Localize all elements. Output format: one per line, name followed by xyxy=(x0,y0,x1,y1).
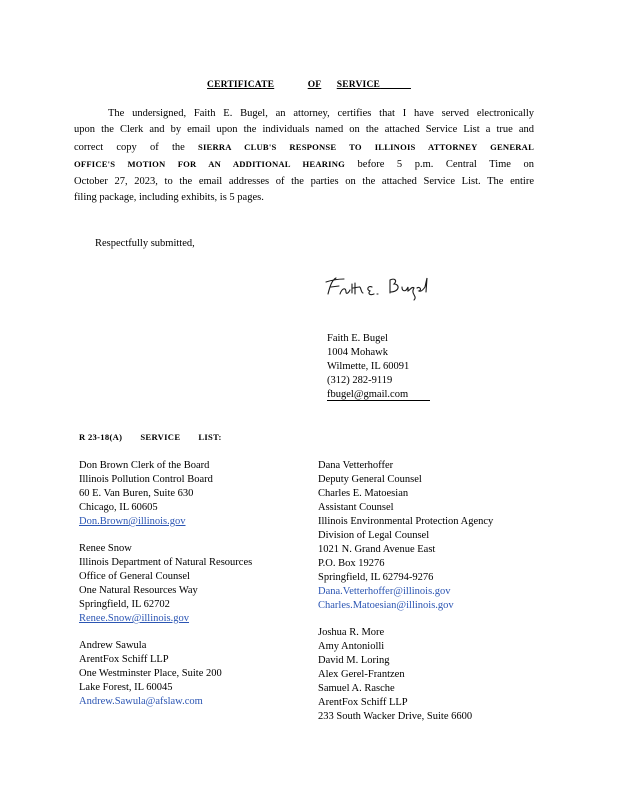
service-entry-line: Chicago, IL 60605 xyxy=(79,502,158,513)
service-entry-line: Renee Snow xyxy=(79,543,132,554)
service-entry-line: Amy Antoniolli xyxy=(318,641,385,652)
service-entry-line: Samuel A. Rasche xyxy=(318,683,395,694)
service-entry-line: Illinois Environmental Protection Agency xyxy=(318,516,494,527)
paragraph-line xyxy=(74,139,534,156)
signer-name: Faith E. Bugel xyxy=(327,333,388,344)
service-entry-email[interactable]: Charles.Matoesian@illinois.gov xyxy=(318,600,454,611)
paragraph-line: The undersigned, Faith E. Bugel, an attorney, certifies that I have served electronically xyxy=(108,108,534,119)
service-entry xyxy=(318,626,578,724)
service-entry-line: ArentFox Schiff LLP xyxy=(318,697,408,708)
filing-title-part-1: SIERRA CLUB'S RESPONSE TO ILLINOIS ATTORNEY GENERAL xyxy=(198,141,534,152)
service-entry-line: One Natural Resources Way xyxy=(79,585,198,596)
service-entry-line: Springfield, IL 62794-9276 xyxy=(318,572,434,583)
paragraph-line: October 27, 2023, to the email addresses of the parties on the attached Service List. The entire xyxy=(74,175,534,187)
service-entry-line: 60 E. Van Buren, Suite 630 xyxy=(79,488,194,499)
service-list-docket: R 23-18(A) xyxy=(79,432,123,442)
service-entry xyxy=(79,639,309,709)
service-entry-line: Lake Forest, IL 60045 xyxy=(79,682,173,693)
closing-text: Respectfully submitted, xyxy=(95,238,195,249)
signer-email xyxy=(327,388,430,402)
paragraph-line: filing package, including exhibits, is 5 pages. xyxy=(74,192,264,204)
service-list-title xyxy=(79,432,240,442)
service-entry-line: Deputy General Counsel xyxy=(318,474,422,485)
paragraph-line xyxy=(74,156,534,173)
service-entry-line: Don Brown Clerk of the Board xyxy=(79,460,210,471)
service-entry-line: Dana Vetterhoffer xyxy=(318,460,394,471)
service-entry-email[interactable]: Renee.Snow@illinois.gov xyxy=(79,613,189,624)
service-entry-email[interactable]: Don.Brown@illinois.gov xyxy=(79,516,186,527)
paragraph-text: correct copy of the xyxy=(74,141,185,153)
signer-city: Wilmette, IL 60091 xyxy=(327,361,410,372)
service-entry-line: Charles E. Matoesian xyxy=(318,488,409,499)
signer-email-text[interactable]: fbugel@gmail.com xyxy=(327,389,430,401)
service-entry-line: Andrew Sawula xyxy=(79,640,147,651)
service-entry-line: Illinois Department of Natural Resources xyxy=(79,557,253,568)
service-entry-line: ArentFox Schiff LLP xyxy=(79,654,169,665)
service-entry-line: Office of General Counsel xyxy=(79,571,190,582)
service-entry xyxy=(79,459,309,529)
title-word-service: SERVICE xyxy=(336,80,381,90)
service-entry-line: Alex Gerel-Frantzen xyxy=(318,669,405,680)
service-entry-line: P.O. Box 19276 xyxy=(318,558,385,569)
certification-paragraph xyxy=(74,106,534,206)
service-entry-email[interactable]: Andrew.Sawula@afslaw.com xyxy=(79,696,203,707)
document-title xyxy=(0,80,618,90)
service-entry-line: Division of Legal Counsel xyxy=(318,530,430,541)
service-list-word: SERVICE xyxy=(140,432,181,442)
title-word-of: OF xyxy=(307,80,322,90)
service-list-word: LIST: xyxy=(198,432,222,442)
service-list-right-column xyxy=(318,459,578,737)
service-entry-line: 1021 N. Grand Avenue East xyxy=(318,544,436,555)
service-list-left-column xyxy=(79,459,309,722)
title-word-certificate: CERTIFICATE xyxy=(207,80,275,90)
service-entry xyxy=(318,459,578,613)
filing-title-part-2: OFFICE'S MOTION FOR AN ADDITIONAL HEARING xyxy=(74,159,345,170)
signer-street: 1004 Mohawk xyxy=(327,347,388,358)
service-entry xyxy=(79,542,309,626)
service-entry-line: 233 South Wacker Drive, Suite 6600 xyxy=(318,711,473,722)
service-entry-line: One Westminster Place, Suite 200 xyxy=(79,668,222,679)
paragraph-line: upon the Clerk and by email upon the individuals named on the attached Service List a true and xyxy=(74,124,534,136)
service-entry-line: Assistant Counsel xyxy=(318,502,394,513)
signer-block xyxy=(327,332,430,402)
handwritten-signature xyxy=(322,272,444,302)
service-entry-line: Joshua R. More xyxy=(318,627,385,638)
service-entry-email[interactable]: Dana.Vetterhoffer@illinois.gov xyxy=(318,586,451,597)
paragraph-text: before 5 p.m. Central Time on xyxy=(357,159,534,171)
service-entry-line: Springfield, IL 62702 xyxy=(79,599,170,610)
service-entry-line: Illinois Pollution Control Board xyxy=(79,474,213,485)
signer-phone: (312) 282-9119 xyxy=(327,375,393,386)
service-entry-line: David M. Loring xyxy=(318,655,390,666)
